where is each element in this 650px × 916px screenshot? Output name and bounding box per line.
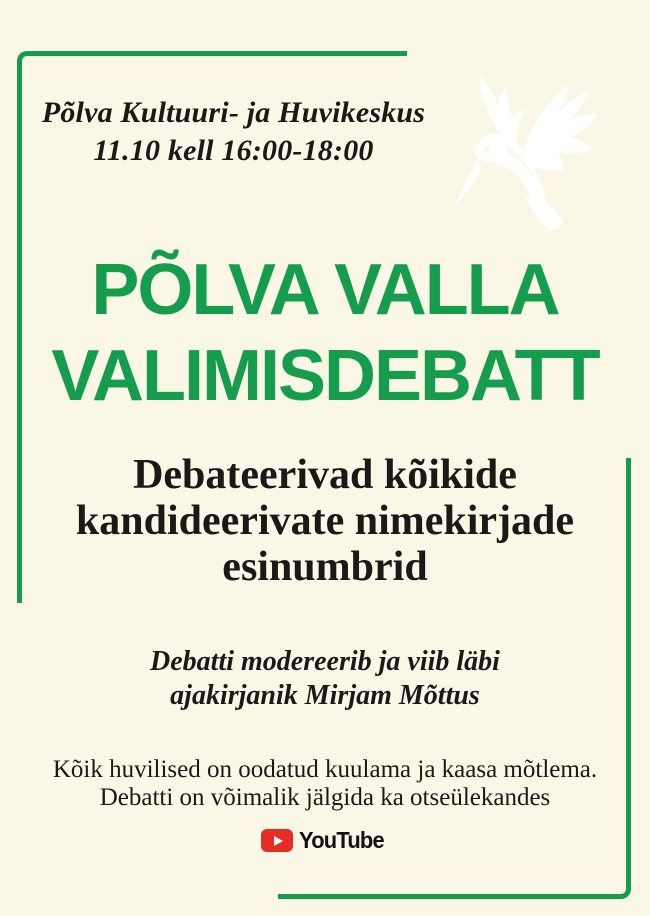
poster-subtitle xyxy=(0,452,650,590)
poster-title-line1: PÕLVA VALLA xyxy=(91,250,559,330)
youtube-play-icon xyxy=(261,829,293,852)
audience-info-line2: Debatti on võimalik jälgida ka otseülekandes xyxy=(99,784,551,811)
event-date-time: 11.10 kell 16:00-18:00 xyxy=(93,134,374,167)
subtitle-line3: esinumbrid xyxy=(222,544,428,590)
audience-info xyxy=(0,756,650,812)
youtube-logo xyxy=(0,827,650,854)
subtitle-line1: Debateerivad kõikide xyxy=(133,452,517,498)
venue-and-time xyxy=(17,94,450,170)
audience-info-line1: Kõik huvilised on oodatud kuulama ja kaasa mõtlema. xyxy=(52,756,598,783)
moderator-line2: ajakirjanik Mirjam Mõttus xyxy=(170,680,480,711)
poster-title-line2: VALIMISDEBATT xyxy=(51,336,599,416)
moderator-line1: Debatti modereerib ja viib läbi xyxy=(150,646,500,677)
youtube-wordmark: YouTube xyxy=(299,827,385,853)
venue-name: Põlva Kultuuri- ja Huvikeskus xyxy=(41,96,426,129)
play-triangle-icon xyxy=(274,836,283,846)
hummingbird-icon xyxy=(450,72,602,230)
moderator-info xyxy=(0,645,650,713)
subtitle-line2: kandideerivate nimekirjade xyxy=(75,498,575,544)
poster-title xyxy=(0,247,650,419)
